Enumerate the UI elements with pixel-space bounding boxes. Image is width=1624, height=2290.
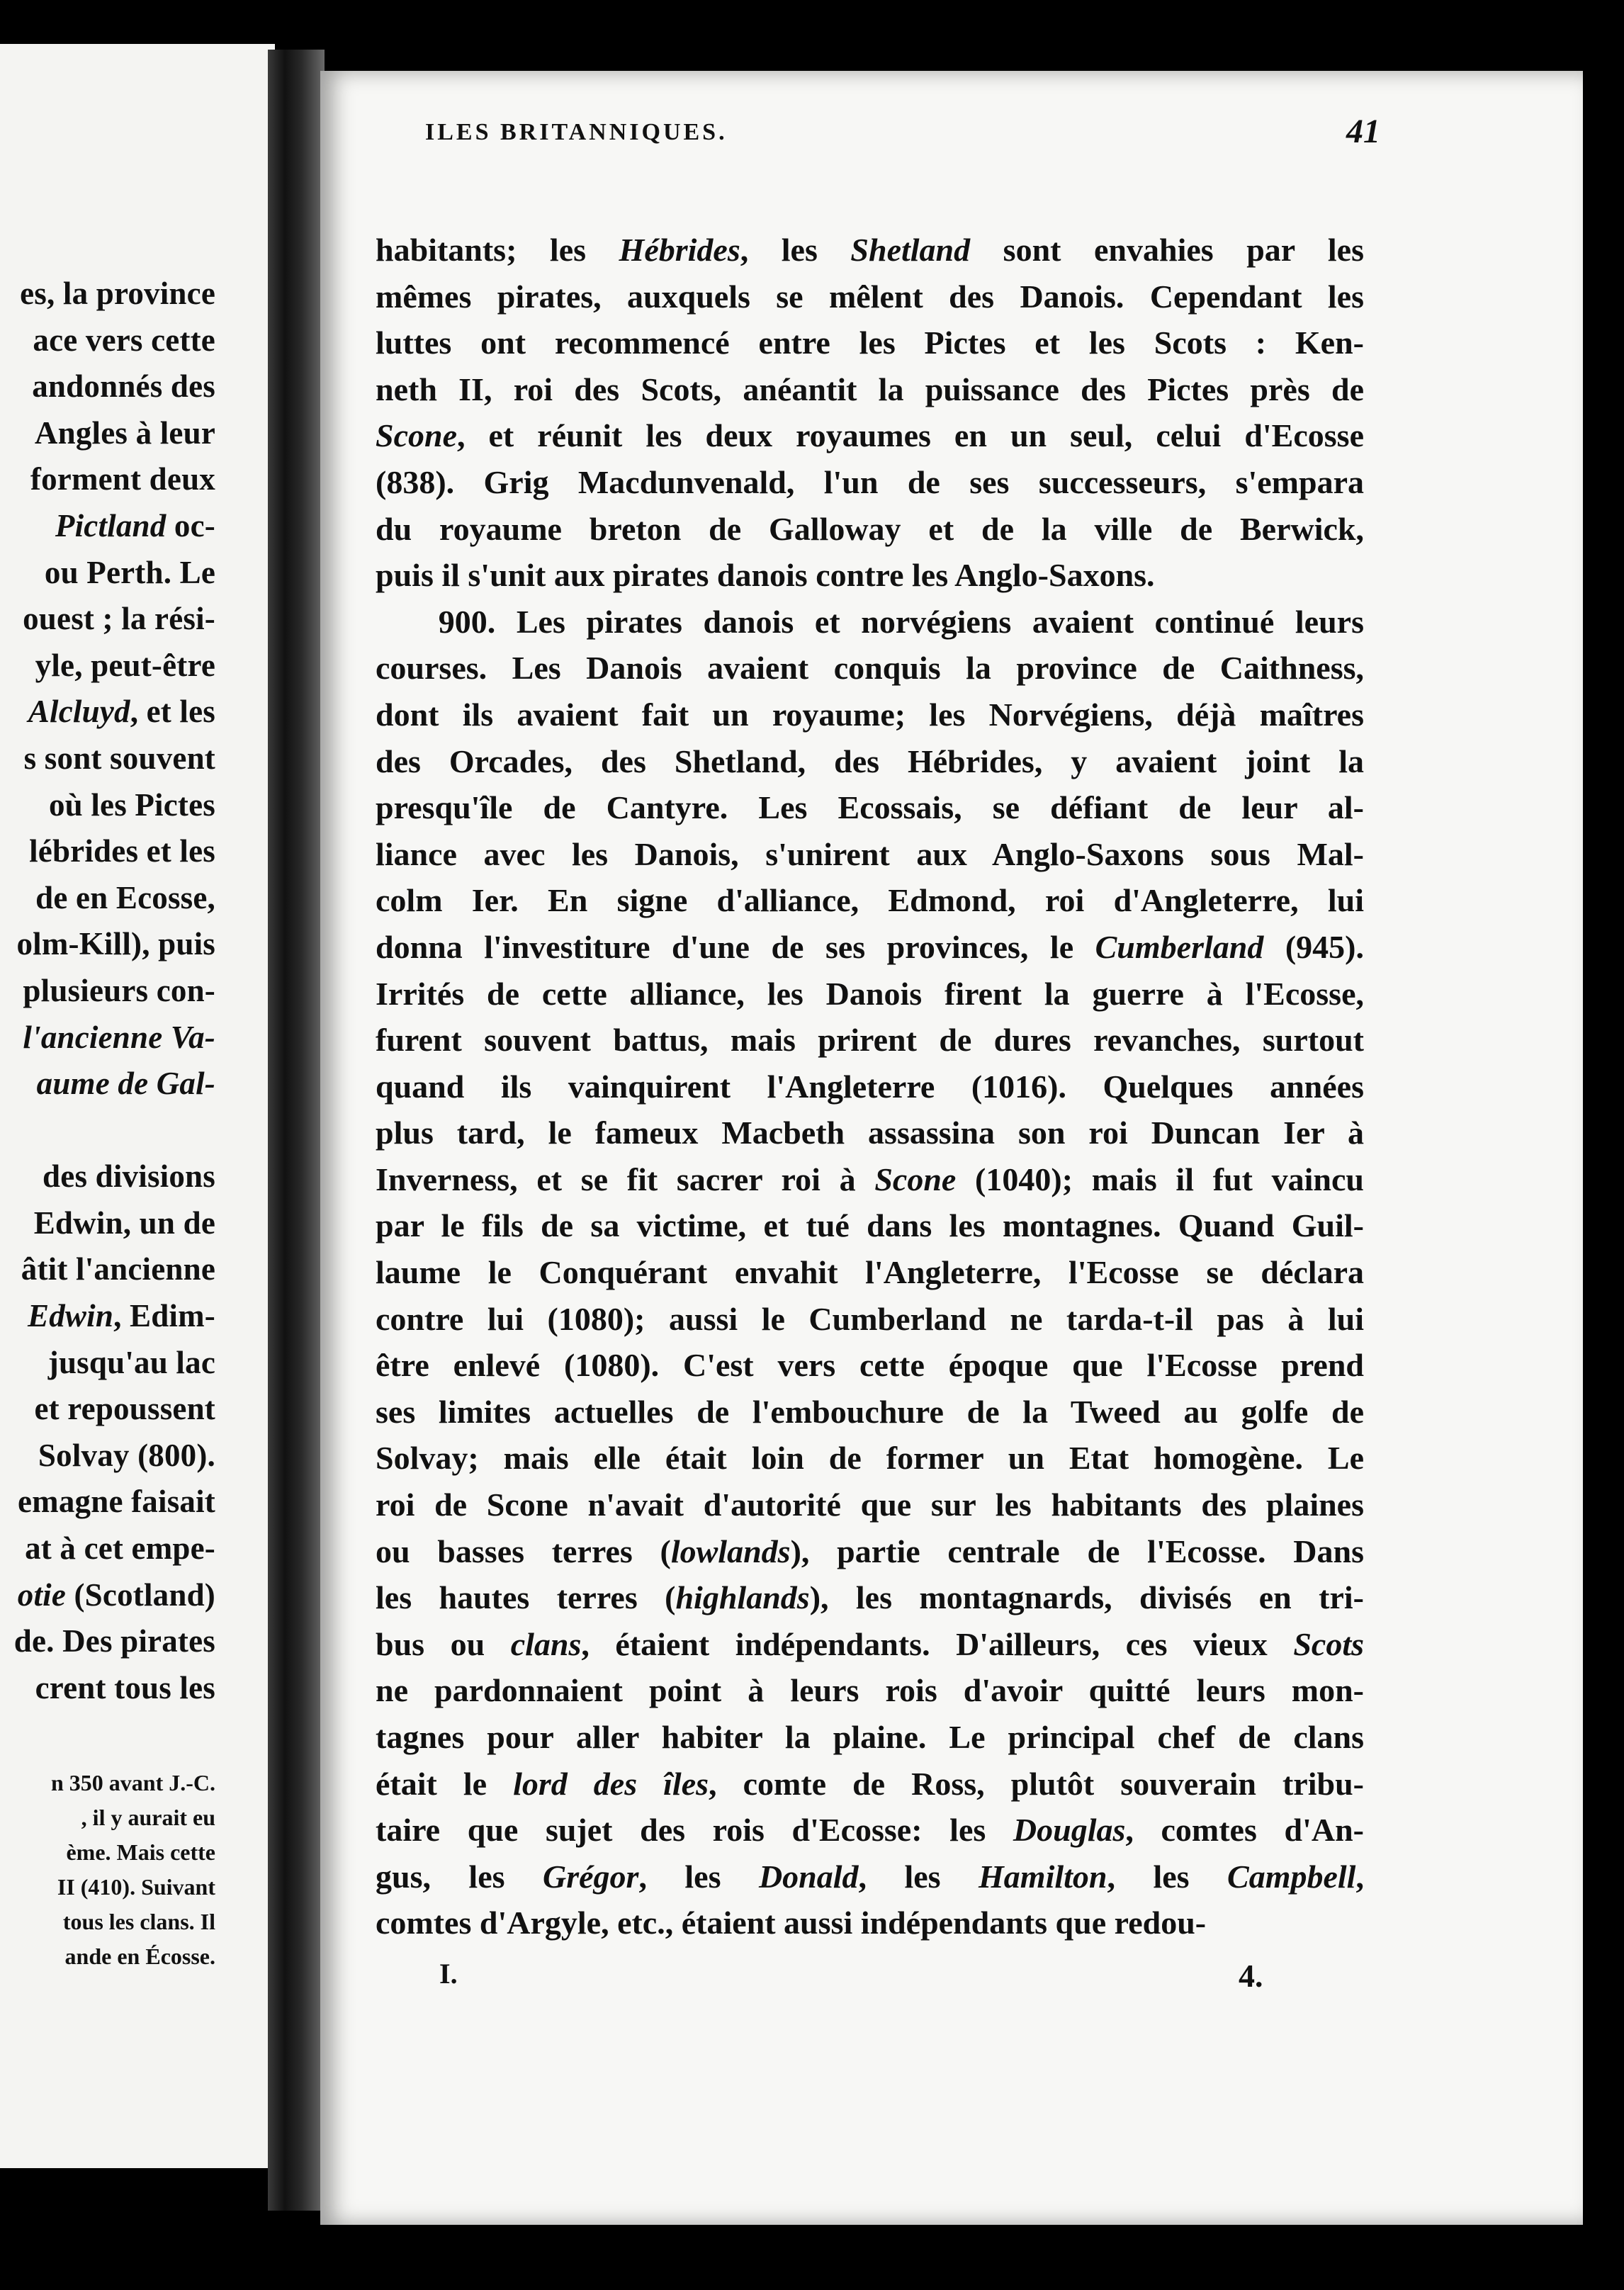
text-line: Scone, et réunit les deux royaumes en un seul, celui d'Ecosse xyxy=(376,417,1364,454)
signature-mark-right: 4. xyxy=(1239,1958,1263,1994)
left-page-line: ou Perth. Le xyxy=(44,554,215,590)
left-page-line: âtit l'ancienne xyxy=(21,1251,215,1287)
left-page-line: andonnés des xyxy=(32,368,215,405)
left-page-line: lébrides et les xyxy=(29,833,215,869)
left-page-line: et repoussent xyxy=(34,1391,215,1427)
text-line: Solvay; mais elle était loin de former un Etat homogène. Le xyxy=(376,1440,1364,1477)
left-page-line: olm-Kill), puis xyxy=(16,926,215,962)
left-page-line: crent tous les xyxy=(35,1669,215,1705)
text-line: gus, les Grégor, les Donald, les Hamilton, les Campbell, xyxy=(376,1858,1364,1895)
left-page-line: es, la province xyxy=(20,276,215,311)
text-line: ou basses terres (lowlands), partie centrale de l'Ecosse. Dans xyxy=(376,1533,1364,1569)
text-line: quand ils vainquirent l'Angleterre (1016). Quelques années xyxy=(376,1068,1364,1105)
text-line: furent souvent battus, mais prirent de dures revanches, surtout xyxy=(376,1022,1364,1059)
text-line: donna l'investiture d'une de ses provinces, le Cumberland (945). xyxy=(376,928,1364,965)
left-page-line: emagne faisait xyxy=(18,1484,215,1520)
left-page-line: s sont souvent xyxy=(23,740,215,776)
text-line: par le fils de sa victime, et tué dans les montagnes. Quand Guil- xyxy=(376,1207,1364,1244)
text-line: plus tard, le fameux Macbeth assassina son roi Duncan Ier à xyxy=(376,1115,1364,1151)
running-head xyxy=(425,113,1380,162)
text-line: des Orcades, des Shetland, des Hébrides, y avaient joint la xyxy=(376,743,1364,779)
text-line: colm Ier. En signe d'alliance, Edmond, roi d'Angleterre, lui xyxy=(376,882,1364,919)
left-page-note-line: ème. Mais cette xyxy=(66,1839,215,1865)
text-line: ses limites actuelles de l'embouchure de la Tweed au golfe de xyxy=(376,1393,1364,1430)
left-page-line: de en Ecosse, xyxy=(35,879,215,915)
text-line: taire que sujet des rois d'Ecosse: les Douglas, comtes d'An- xyxy=(376,1812,1364,1849)
page-number: 41 xyxy=(1346,113,1380,150)
left-page-line: at à cet empe- xyxy=(25,1530,215,1567)
text-line: presqu'île de Cantyre. Les Ecossais, se défiant de leur al- xyxy=(376,789,1364,826)
text-line: neth II, roi des Scots, anéantit la puissance des Pictes près de xyxy=(376,371,1364,407)
text-line: (838). Grig Macdunvenald, l'un de ses successeurs, s'empara xyxy=(376,463,1364,500)
left-page-line: Edwin, un de xyxy=(33,1205,215,1241)
text-line: bus ou clans, étaient indépendants. D'ailleurs, ces vieux Scots xyxy=(376,1625,1364,1662)
text-line: courses. Les Danois avaient conquis la province de Caithness, xyxy=(376,650,1364,687)
left-page-footnotes xyxy=(0,1766,215,1974)
left-page-line: où les Pictes xyxy=(48,786,215,823)
left-page-line: yle, peut-être xyxy=(35,647,215,683)
binding-gutter xyxy=(268,50,325,2211)
text-line: comtes d'Argyle, etc., étaient aussi indépendants que redou- xyxy=(376,1905,1207,1941)
text-line: puis il s'unit aux pirates danois contre les Anglo-Saxons. xyxy=(376,557,1155,594)
text-line: du royaume breton de Galloway et de la ville de Berwick, xyxy=(376,510,1364,547)
signature-mark-left: I. xyxy=(439,1958,458,1990)
text-line: Irrités de cette alliance, les Danois firent la guerre à l'Ecosse, xyxy=(376,975,1364,1012)
left-page-note-line: , il y aurait eu xyxy=(81,1805,215,1830)
left-facing-page xyxy=(0,44,275,2168)
text-line: habitants; les Hébrides, les Shetland sont envahies par les xyxy=(376,232,1364,268)
left-page-line: Edwin, Edim- xyxy=(28,1298,215,1334)
left-page-line: Pictland oc- xyxy=(55,507,215,543)
left-page-line: ouest ; la rési- xyxy=(23,601,215,637)
text-line: ne pardonnaient point à leurs rois d'avoir quitté leurs mon- xyxy=(376,1672,1364,1709)
left-page-line: l'ancienne Va- xyxy=(23,1019,215,1055)
running-title: ILES BRITANNIQUES. xyxy=(425,119,728,145)
left-page-line: forment deux xyxy=(30,461,215,497)
left-page-line: Alcluyd, et les xyxy=(28,694,215,730)
left-page-line: de. Des pirates xyxy=(13,1623,215,1659)
text-line: Inverness, et se fit sacrer roi à Scone (1040); mais il fut vaincu xyxy=(376,1161,1364,1197)
text-line: roi de Scone n'avait d'autorité que sur les habitants des plaines xyxy=(376,1487,1364,1523)
text-line: mêmes pirates, auxquels se mêlent des Danois. Cependant les xyxy=(376,278,1364,315)
text-line: tagnes pour aller habiter la plaine. Le principal chef de clans xyxy=(376,1719,1364,1755)
text-line: les hautes terres (highlands), les montagnards, divisés en tri- xyxy=(376,1579,1364,1616)
text-line: contre lui (1080); aussi le Cumberland ne tarda-t-il pas à lui xyxy=(376,1300,1364,1337)
text-line: être enlevé (1080). C'est vers cette époque que l'Ecosse prend xyxy=(376,1347,1364,1384)
left-page-line: Angles à leur xyxy=(34,414,215,451)
left-page-note-line: n 350 avant J.-C. xyxy=(50,1770,215,1795)
text-line: laume le Conquérant envahit l'Angleterre, l'Ecosse se déclara xyxy=(376,1254,1364,1291)
left-page-line: ace vers cette xyxy=(33,322,215,358)
text-line: luttes ont recommencé entre les Pictes et les Scots : Ken- xyxy=(376,325,1364,361)
left-page-text xyxy=(0,271,215,1711)
text-line: liance avec les Danois, s'unirent aux Anglo-Saxons sous Mal- xyxy=(376,835,1364,872)
left-page-line xyxy=(0,1107,215,1154)
left-page-line: jusqu'au lac xyxy=(47,1344,215,1380)
body-text xyxy=(376,227,1364,1946)
left-page-line: des divisions xyxy=(43,1158,215,1195)
left-page-line: plusieurs con- xyxy=(23,972,215,1008)
left-page-note-line: II (410). Suivant xyxy=(57,1874,215,1900)
text-line: dont ils avaient fait un royaume; les Norvégiens, déjà maîtres xyxy=(376,696,1364,733)
left-page-note-line: ande en Écosse. xyxy=(64,1944,215,1969)
left-page-line: aume de Gal- xyxy=(36,1066,215,1102)
left-page-note-line: tous les clans. Il xyxy=(62,1909,215,1934)
left-page-line: Solvay (800). xyxy=(38,1437,215,1473)
text-line: était le lord des îles, comte de Ross, plutôt souverain tribu- xyxy=(376,1765,1364,1802)
text-line: 900. Les pirates danois et norvégiens avaient continué leurs xyxy=(376,603,1364,640)
left-page-line: otie (Scotland) xyxy=(17,1577,215,1613)
